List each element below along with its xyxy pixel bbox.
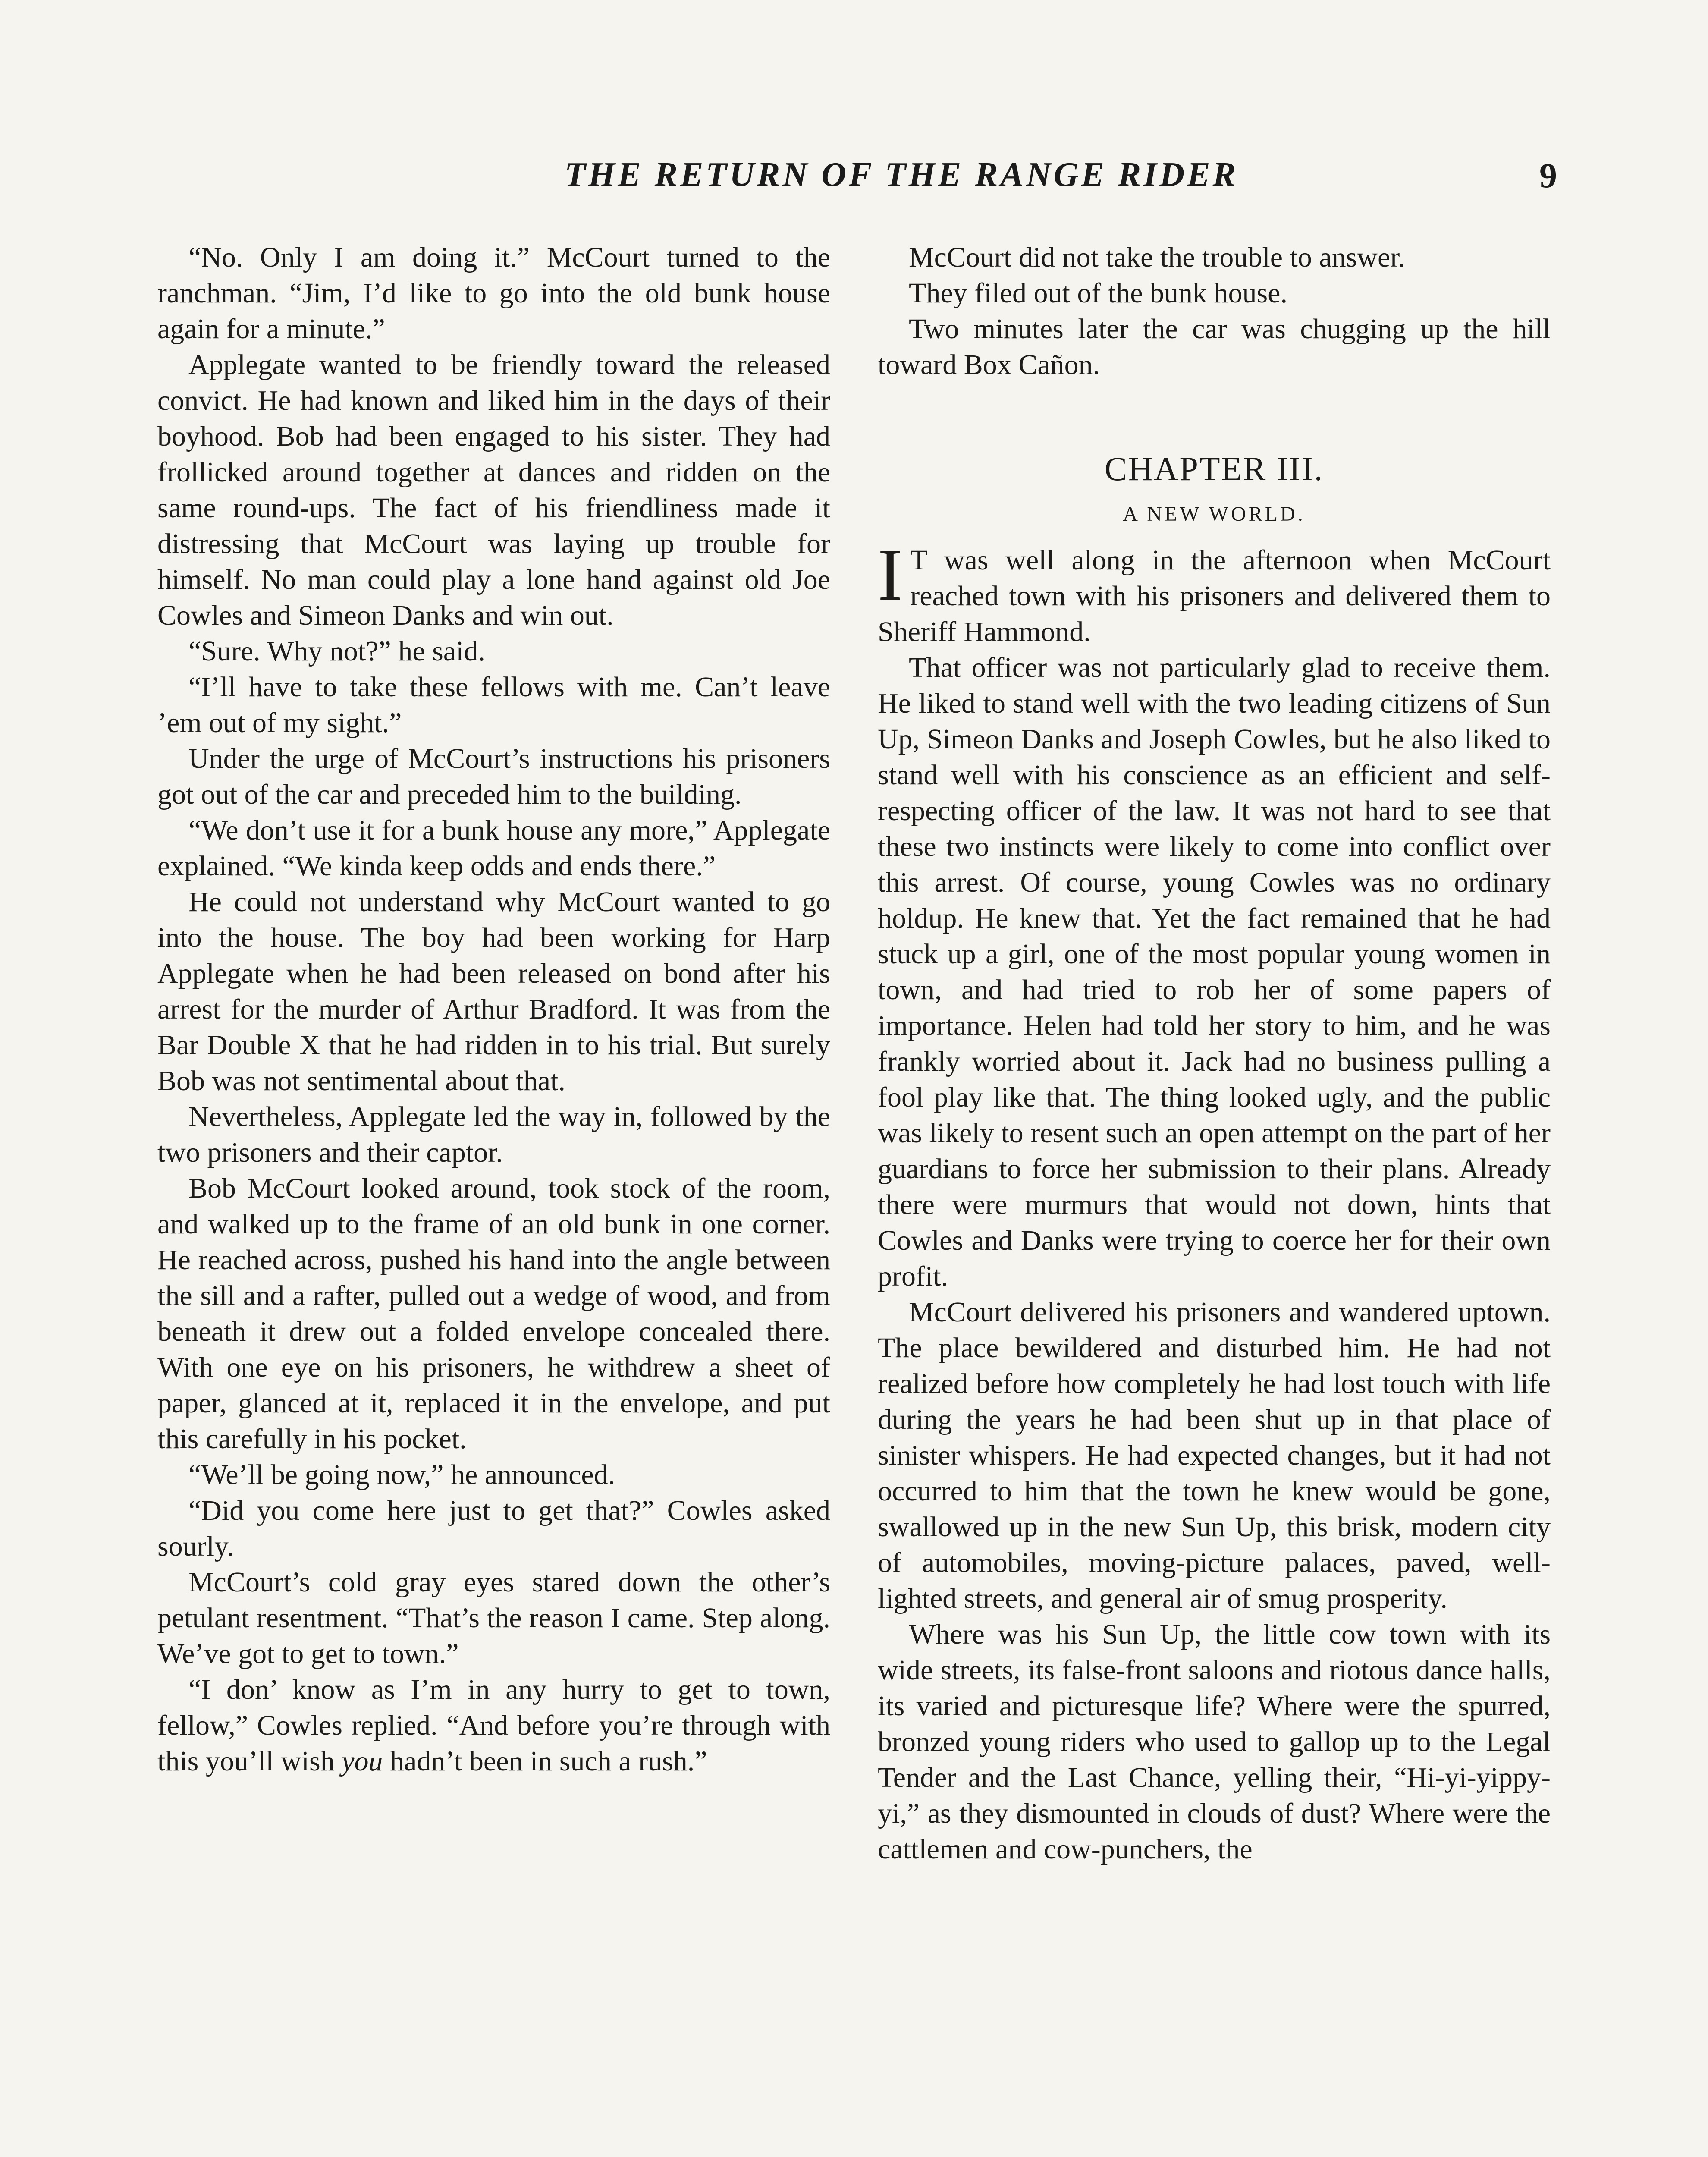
paragraph: “We don’t use it for a bunk house any more,” Applegate explained. “We kinda keep odds and ends there.” [157, 814, 830, 882]
paragraph: “No. Only I am doing it.” McCourt turned to the ranchman. “Jim, I’d like to go into the old bunk house again for a minute.” [157, 242, 830, 345]
chapter-opening-paragraph [878, 534, 1551, 650]
paragraph: Nevertheless, Applegate led the way in, followed by the two prisoners and their captor. [157, 1101, 830, 1168]
paragraph: He could not understand why McCourt wanted to go into the house. The boy had been working for Harp Applegate when he had been released on bond after his arrest for the murder of Arthur Bradford. It was from the Bar Double X that he had ridden in to his trial. But surely Bob was not sentimental about that. [157, 886, 830, 1097]
chapter-heading: CHAPTER III. [1104, 450, 1324, 487]
paragraph: Where was his Sun Up, the little cow town with its wide streets, its false-front saloons and riotous dance halls, its varied and picturesque life? Where were the spurred, bronzed young riders who used to gallop up to the Legal Tender and the Last Chance, yelling their, “Hi-yi-yippy-yi,” as they dismounted in clouds of dust? Where were the cattlemen and cow-punchers, the [878, 1619, 1551, 1865]
paragraph-text: “I don’ know as I’m in any hurry to get to town, fellow,” Cowles replied. “And before you’re through with this you’ll wish [157, 1674, 830, 1777]
paragraph: Bob McCourt looked around, took stock of the room, and walked up to the frame of an old bunk in one corner. He reached across, pushed his hand into the angle between the sill and a rafter, pulled out a wedge of wood, and from beneath it drew out a folded envelope concealed there. With one eye on his prisoners, he withdrew a sheet of paper, glanced at it, replaced it in the envelope, and put this carefully in his pocket. [157, 1173, 830, 1455]
paragraph: “Did you come here just to get that?” Cowles asked sourly. [157, 1495, 830, 1562]
chapter-subtitle: A NEW WORLD. [1123, 503, 1306, 525]
paragraph: That officer was not particularly glad to receive them. He liked to stand well with the two leading citizens of Sun Up, Simeon Danks and Joseph Cowles, but he also liked to stand well with his conscience as an efficient and self-respecting officer of the law. It was not hard to see that these two instincts were likely to come into conflict over this arrest. Of course, young Cowles was no ordinary holdup. He knew that. Yet the fact remained that he had stuck up a girl, one of the most popular young women in town, and had tried to rob her of some papers of importance. Helen had told her story to him, and he was frankly worried about it. Jack had no business pulling a fool play like that. The thing looked ugly, and the public was likely to resent such an open attempt on the part of her guardians to force her submission to their plans. Already there were murmurs that would not down, hints that Cowles and Danks were trying to coerce her for their own profit. [878, 652, 1551, 1292]
paragraph-text-tail: hadn’t been in such a rush.” [383, 1745, 707, 1777]
paragraph: McCourt did not take the trouble to answer. [909, 242, 1406, 273]
paragraph: Under the urge of McCourt’s instructions his prisoners got out of the car and preceded him to the building. [157, 743, 830, 810]
drop-cap: I [878, 534, 903, 616]
paragraph: Two minutes later the car was chugging up the hill toward Box Cañon. [878, 313, 1551, 380]
right-column [878, 239, 1551, 1867]
paragraph: McCourt delivered his prisoners and wandered uptown. The place bewildered and disturbed him. He had not realized before how completely he had lost touch with life during the years he had been shut up in that place of sinister whispers. He had expected changes, but it had not occurred to him that the town he knew would be gone, swallowed up in the new Sun Up, this brisk, modern city of automobiles, moving-picture palaces, paved, well-lighted streets, and general air of smug prosperity. [878, 1296, 1551, 1614]
paragraph: “Sure. Why not?” he said. [188, 635, 485, 667]
paragraph: “I’ll have to take these fellows with me. Can’t leave ’em out of my sight.” [157, 671, 830, 739]
left-column [157, 239, 830, 1779]
italic-word: you [342, 1745, 383, 1777]
running-head-title: THE RETURN OF THE RANGE RIDER [565, 156, 1238, 194]
paragraph: Applegate wanted to be friendly toward the released convict. He had known and liked him in the days of their boyhood. Bob had been engaged to his sister. They had frollicked around together at dances and ridden on the same round-ups. The fact of his friendliness made it distressing that McCourt was laying up trouble for himself. No man could play a lone hand against old Joe Cowles and Simeon Danks and win out. [157, 349, 830, 631]
paragraph-final [157, 1672, 830, 1779]
paragraph-text: T was well along in the afternoon when McCourt reached town with his prisoners and delivered them to Sheriff Hammond. [878, 544, 1551, 648]
page-number: 9 [1539, 156, 1557, 195]
paragraph: McCourt’s cold gray eyes stared down the other’s petulant resentment. “That’s the reason I came. Step along. We’ve got to get to town.” [157, 1566, 830, 1670]
paragraph: “We’ll be going now,” he announced. [188, 1459, 615, 1490]
paragraph: They filed out of the bunk house. [909, 277, 1287, 309]
